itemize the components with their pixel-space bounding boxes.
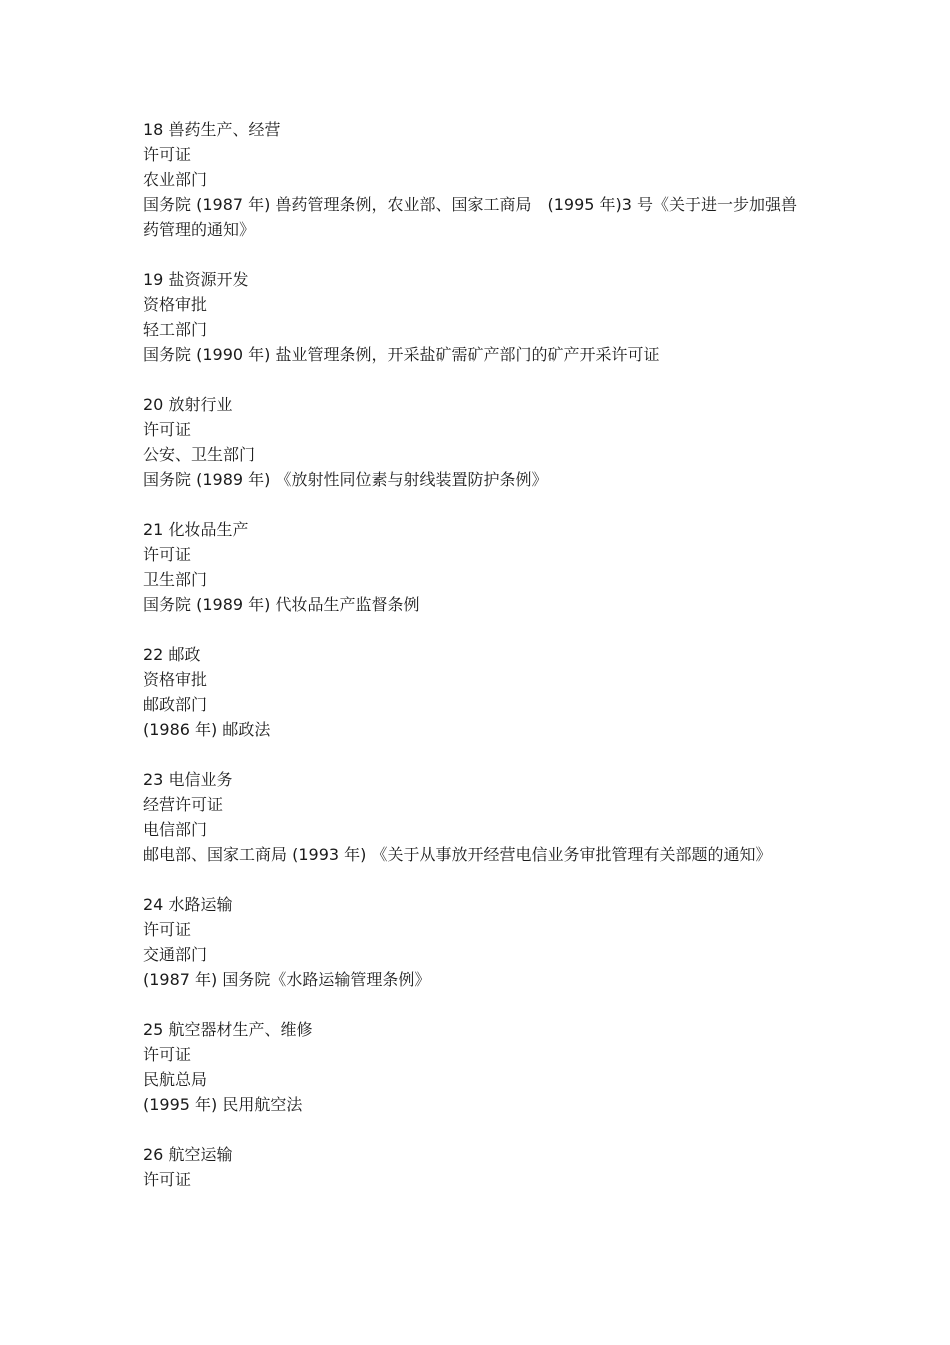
entry-department: 卫生部门: [143, 570, 208, 589]
entry-license-type: 许可证: [143, 545, 192, 564]
entry-23: [143, 767, 803, 867]
entry-25: [143, 1017, 803, 1117]
entry-legal-basis: (1986 年) 邮政法: [143, 720, 271, 739]
entry-legal-basis: 国务院 (1989 年) 代妆品生产监督条例: [143, 595, 420, 614]
entry-legal-basis: (1995 年) 民用航空法: [143, 1095, 303, 1114]
entry-24: [143, 892, 803, 992]
entry-26: [143, 1142, 803, 1192]
entry-license-type: 许可证: [143, 420, 192, 439]
entry-title: 18 兽药生产、经营: [143, 120, 281, 139]
entry-department: 农业部门: [143, 170, 208, 189]
entry-title: 19 盐资源开发: [143, 270, 249, 289]
entry-22: [143, 642, 803, 742]
entry-19: [143, 267, 803, 367]
entry-license-type: 许可证: [143, 1045, 192, 1064]
document-body: [143, 117, 803, 1217]
entry-title: 20 放射行业: [143, 395, 233, 414]
entry-title: 21 化妆品生产: [143, 520, 249, 539]
entry-21: [143, 517, 803, 617]
entry-department: 电信部门: [143, 820, 208, 839]
entry-title: 25 航空器材生产、维修: [143, 1020, 313, 1039]
entry-20: [143, 392, 803, 492]
entry-legal-basis: 国务院 (1989 年) 《放射性同位素与射线装置防护条例》: [143, 470, 548, 489]
entry-license-type: 许可证: [143, 1170, 192, 1189]
entry-license-type: 资格审批: [143, 670, 208, 689]
entry-18: [143, 117, 803, 242]
entry-legal-basis: 国务院 (1990 年) 盐业管理条例，开采盐矿需矿产部门的矿产开采许可证: [143, 345, 660, 364]
entry-title: 26 航空运输: [143, 1145, 233, 1164]
entry-legal-basis: (1987 年) 国务院《水路运输管理条例》: [143, 970, 431, 989]
entry-license-type: 许可证: [143, 145, 192, 164]
entry-title: 23 电信业务: [143, 770, 233, 789]
entry-department: 轻工部门: [143, 320, 208, 339]
entry-legal-basis: 国务院 (1987 年) 兽药管理条例，农业部、国家工商局 (1995 年)3 号《关于进一步加强兽药管理的通知》: [143, 195, 798, 239]
entry-license-type: 资格审批: [143, 295, 208, 314]
entry-title: 24 水路运输: [143, 895, 233, 914]
entry-title: 22 邮政: [143, 645, 201, 664]
entry-department: 交通部门: [143, 945, 208, 964]
entry-license-type: 许可证: [143, 920, 192, 939]
entry-department: 邮政部门: [143, 695, 208, 714]
entry-department: 民航总局: [143, 1070, 208, 1089]
entry-legal-basis: 邮电部、国家工商局 (1993 年) 《关于从事放开经营电信业务审批管理有关部题的通知》: [143, 845, 772, 864]
entry-department: 公安、卫生部门: [143, 445, 256, 464]
entry-license-type: 经营许可证: [143, 795, 224, 814]
